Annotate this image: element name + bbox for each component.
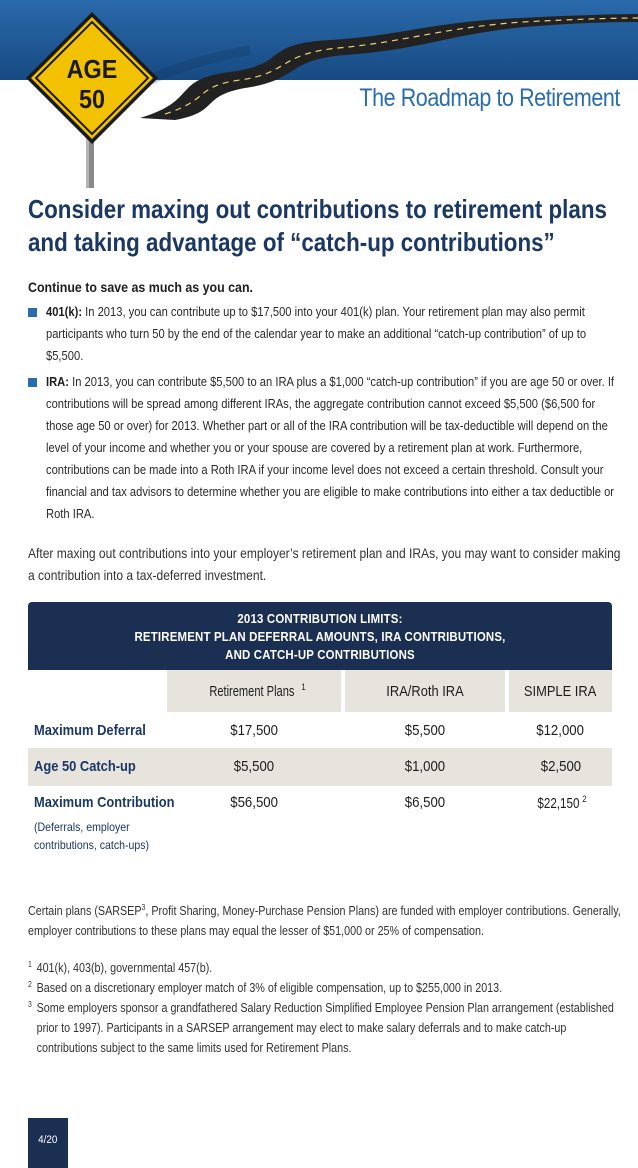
- cell-value: $2,500: [540, 758, 581, 775]
- cell-value: $17,500: [230, 722, 278, 739]
- age-50-sign: [22, 8, 162, 188]
- subheading: Continue to save as much as you can.: [28, 280, 254, 295]
- cell-value: $12,000: [536, 722, 585, 739]
- footnote-ref: 1: [301, 682, 306, 692]
- table-row-age-50-catch-up: [28, 748, 612, 786]
- column-header-label: SIMPLE IRA: [524, 682, 597, 700]
- table-column-headers: [28, 670, 612, 712]
- bullet-401k: [28, 301, 608, 367]
- footnote-number: 1: [28, 960, 32, 969]
- footnotes: [28, 958, 630, 1058]
- cell-value: $22,150 $^2$: [537, 794, 587, 812]
- bullet-ira: [28, 371, 615, 525]
- cell-value: $5,500: [233, 758, 275, 775]
- footnote-2: [28, 978, 630, 998]
- footnote-ref: 3: [141, 903, 146, 912]
- footnote-number: 3: [28, 1000, 32, 1009]
- table-row-maximum-contribution: [28, 786, 612, 858]
- column-header-label: Retirement Plans: [209, 683, 295, 700]
- bullet-text: [46, 371, 622, 525]
- table-row-maximum-deferral: [28, 712, 612, 750]
- intro-paragraph: After maxing out contributions into your employer’s retirement plan and IRAs, you may want to consider making a contribution into a tax-deferred investment.: [28, 545, 621, 583]
- sign-age-number: 50: [78, 84, 106, 114]
- banner-title: The Roadmap to Retirement: [359, 84, 620, 112]
- row-note: (Deferrals, employer contributions, catch-ups): [34, 820, 150, 852]
- row-label: Age 50 Catch-up: [34, 758, 136, 775]
- contribution-table-title: [28, 602, 612, 670]
- page-number-tab: [28, 1118, 68, 1168]
- bullet-body: In 2013, you can contribute up to $17,500 into your 401(k) plan. Your retirement plan may also permit participants who turn 50 by the end of the calendar year to make an additional “catch-up contribution” of up to $5,500.: [46, 304, 587, 363]
- bullet-list: [28, 301, 615, 529]
- table-title-line: AND CATCH-UP CONTRIBUTIONS: [225, 647, 415, 662]
- employer-contribution-note: [28, 898, 630, 941]
- footnote-number: 2: [28, 980, 32, 989]
- footnote-text: 401(k), 403(b), governmental 457(b).: [36, 961, 213, 975]
- column-header-label: IRA/Roth IRA: [386, 682, 464, 700]
- note-text: , Profit Sharing, Money-Purchase Pension Plans) are funded with employer contributions. Generally, employer contributions to these plans may equal the lesser of $51,000 or 25% of compensation.: [28, 904, 621, 939]
- bullet-label: IRA:: [46, 374, 69, 389]
- footnote-1: [28, 958, 630, 978]
- bullet-body: In 2013, you can contribute $5,500 to an IRA plus a $1,000 “catch-up contribution” if you are age 50 or over. If contributions will be spread among different IRAs, the aggregate contribution cannot exceed $5,500 ($6,500 for those age 50 or over) for 2013. Whether part or all of the IRA contribution will be tax-deductible will depend on the level of your income and whether you or your spouse are covered by a retirement plan at work. Furthermore, contributions can be made into a Roth IRA if your income level does not exceed a certain threshold. Consult your financial and tax advisors to determine whether you are eligible to make contributions into either a tax deductible or Roth IRA.: [46, 374, 615, 521]
- bullet-square-icon: [28, 308, 37, 317]
- note-text: Certain plans (SARSEP: [28, 904, 142, 919]
- headline-line-1: Consider maxing out contributions to retirement plans: [28, 194, 607, 224]
- footnote-3: [28, 998, 630, 1058]
- cell-value: $5,500: [404, 722, 446, 739]
- cell-value: $1,000: [404, 758, 446, 775]
- row-label: Maximum Deferral: [34, 722, 146, 739]
- table-title-line: 2013 CONTRIBUTION LIMITS:: [237, 611, 403, 626]
- sign-age-label: AGE: [66, 54, 118, 84]
- table-title-line: RETIREMENT PLAN DEFERRAL AMOUNTS, IRA CONTRIBUTIONS,: [134, 629, 506, 644]
- bullet-label: 401(k):: [46, 304, 83, 319]
- row-label: Maximum Contribution: [34, 794, 175, 811]
- bullet-square-icon: [28, 378, 37, 387]
- column-header-simple-ira: [509, 670, 612, 712]
- footnote-ref: 2: [582, 794, 587, 804]
- footnote-text: Some employers sponsor a grandfathered Salary Reduction Simplified Employee Pension Plan arrangement (established prior to 1997). Participants in a SARSEP arrangement may elect to make salary deferrals and to make catch-up contributions subject to the same limits used for Retirement Plans.: [36, 1001, 614, 1055]
- cell-value: $6,500: [404, 794, 446, 811]
- footnote-text: Based on a discretionary employer match of 3% of eligible compensation, up to $255,000 in 2013.: [36, 981, 503, 995]
- column-header-ira: [345, 670, 505, 712]
- column-header-retirement-plans: [167, 670, 341, 712]
- page-headline: [28, 193, 621, 259]
- bullet-text: [46, 301, 622, 367]
- column-header-blank: [28, 670, 167, 712]
- page-number: 4/20: [38, 1134, 58, 1146]
- cell-value: $56,500: [230, 794, 278, 811]
- headline-line-2: and taking advantage of “catch-up contributions”: [28, 227, 555, 257]
